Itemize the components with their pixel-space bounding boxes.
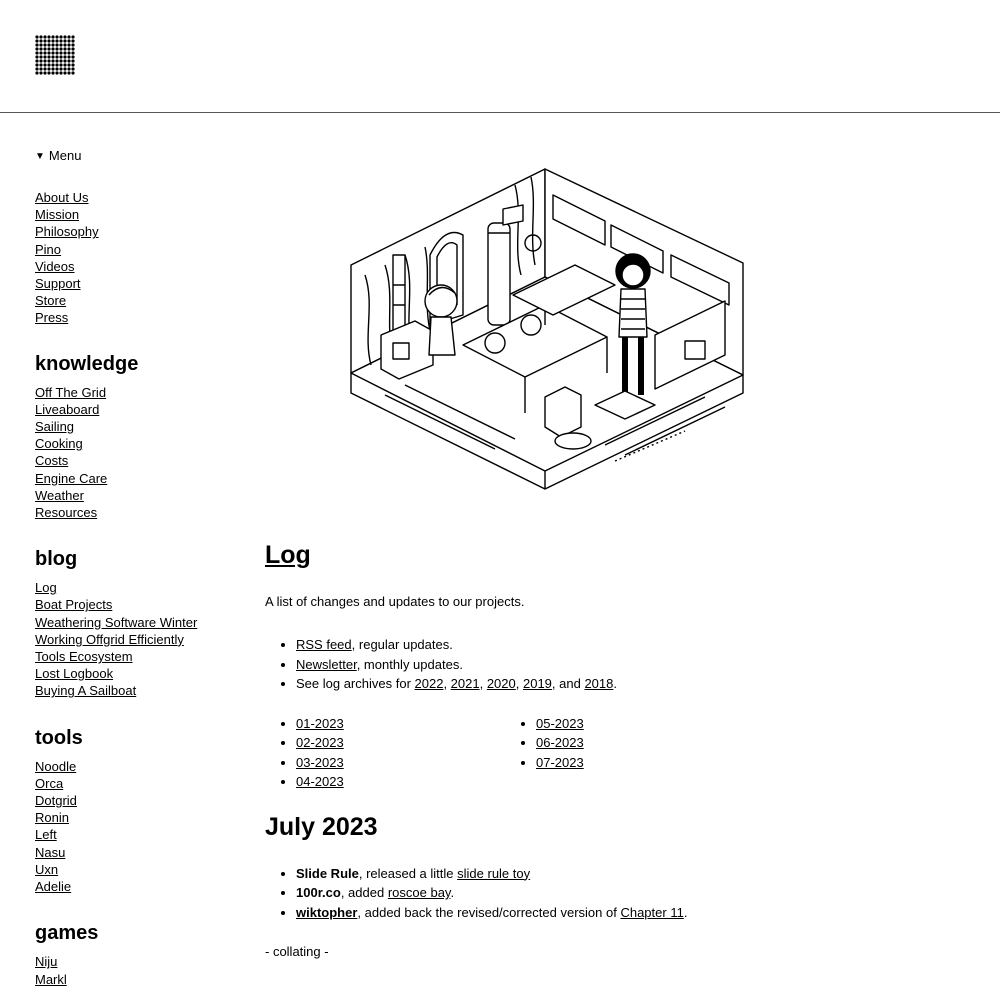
site-header <box>0 0 1000 113</box>
sidebar <box>35 148 235 988</box>
blog-nav-list <box>35 579 235 699</box>
nav-link[interactable]: Log <box>35 580 57 596</box>
triangle-down-icon: ▼ <box>35 151 45 162</box>
nav-item <box>35 665 235 682</box>
nav-item <box>35 844 235 861</box>
knowledge-nav-list <box>35 384 235 522</box>
nav-link[interactable]: Buying A Sailboat <box>35 683 137 699</box>
nav-item <box>35 631 235 648</box>
nav-item <box>35 258 235 275</box>
nav-link[interactable]: Niju <box>35 954 58 970</box>
nav-link[interactable]: Noodle <box>35 758 77 774</box>
nav-link[interactable]: Markl <box>35 971 67 987</box>
knowledge-heading: knowledge <box>35 352 139 375</box>
project-name: wiktopher <box>296 904 358 920</box>
nav-item <box>35 758 235 775</box>
period: . <box>613 676 617 691</box>
nav-link[interactable]: About Us <box>35 190 89 205</box>
main-nav-list <box>35 189 235 327</box>
updates-list <box>265 864 965 923</box>
separator: , <box>515 676 523 691</box>
update-text: , added back the revised/corrected version of <box>357 904 621 920</box>
nav-link[interactable]: Off The Grid <box>35 384 107 400</box>
nav-link[interactable]: Mission <box>35 207 80 223</box>
rss-desc: , regular updates. <box>351 637 453 652</box>
nav-link[interactable]: Weather <box>35 487 84 503</box>
nav-item <box>35 309 235 326</box>
list-item <box>296 635 965 655</box>
project-name-link[interactable] <box>296 905 357 920</box>
update-link[interactable]: slide rule toy <box>457 865 531 881</box>
nav-link[interactable]: Liveaboard <box>35 401 100 417</box>
nav-link[interactable]: Uxn <box>35 861 59 877</box>
list-item <box>296 883 965 903</box>
blog-heading: blog <box>35 548 78 571</box>
nav-item <box>35 487 235 504</box>
separator: , <box>479 676 487 691</box>
tools-nav-list <box>35 758 235 896</box>
intro-text: A list of changes and updates to our projects. <box>265 594 525 609</box>
nav-item <box>35 878 235 895</box>
nav-item <box>35 682 235 699</box>
list-item <box>296 714 536 734</box>
archive-year-link[interactable]: 2021 <box>450 676 480 691</box>
nav-link[interactable]: Nasu <box>35 844 66 860</box>
nav-link[interactable]: Store <box>35 293 67 309</box>
nav-item <box>35 826 235 843</box>
nav-link[interactable]: Working Offgrid Efficiently <box>35 631 184 647</box>
nav-item <box>35 189 235 206</box>
menu-label: Menu <box>48 148 82 163</box>
project-name: 100r.co <box>296 885 341 900</box>
nav-item <box>35 418 235 435</box>
nav-link[interactable]: Videos <box>35 258 75 274</box>
list-item <box>296 864 965 884</box>
nav-item <box>35 435 235 452</box>
feed-links-list <box>265 635 965 694</box>
nav-link[interactable]: Press <box>35 310 69 326</box>
nav-item <box>35 971 235 988</box>
list-item <box>296 772 536 792</box>
update-text: , added <box>340 885 388 900</box>
archives-prefix: See log archives for <box>296 676 415 691</box>
archive-year-link[interactable]: 2019 <box>522 676 552 691</box>
nav-link[interactable]: Ronin <box>35 810 69 826</box>
grid-logo-icon[interactable] <box>35 35 75 75</box>
nav-link[interactable]: Boat Projects <box>35 597 113 613</box>
menu-toggle[interactable] <box>35 148 235 165</box>
update-link[interactable]: roscoe bay <box>387 885 451 900</box>
update-link[interactable]: Chapter 11 <box>620 904 684 920</box>
nav-link[interactable]: Weathering Software Winter <box>35 614 198 630</box>
project-name: Slide Rule <box>296 865 359 881</box>
nav-link[interactable]: Costs <box>35 453 69 469</box>
nav-link[interactable]: Dotgrid <box>35 793 77 809</box>
archive-year-link[interactable]: 2018 <box>584 676 614 691</box>
archive-year-link[interactable]: 2022 <box>414 676 444 691</box>
nav-item <box>35 241 235 258</box>
nav-item <box>35 452 235 469</box>
list-item <box>296 674 965 694</box>
nav-link[interactable]: Orca <box>35 775 64 791</box>
newsletter-link[interactable]: Newsletter <box>296 656 357 672</box>
nav-item <box>35 504 235 521</box>
list-item <box>296 753 536 773</box>
nav-item <box>35 775 235 792</box>
update-text: , released a little <box>358 865 458 881</box>
nav-link[interactable]: Tools Ecosystem <box>35 649 133 665</box>
page-title <box>265 538 965 572</box>
list-item <box>296 733 536 753</box>
nav-item <box>35 579 235 596</box>
archive-year-link[interactable]: 2020 <box>486 676 516 691</box>
month-link[interactable]: 02-2023 <box>296 735 344 750</box>
nav-item <box>35 223 235 240</box>
month-link[interactable]: 07-2023 <box>536 754 584 770</box>
month-link[interactable]: 01-2023 <box>296 715 344 731</box>
nav-link[interactable]: Cooking <box>35 436 83 452</box>
month-link[interactable]: 06-2023 <box>536 735 584 750</box>
nav-item <box>35 861 235 878</box>
nav-item <box>35 596 235 613</box>
main-content <box>265 538 965 961</box>
nav-item <box>35 292 235 309</box>
nav-item <box>35 809 235 826</box>
nav-link[interactable]: Left <box>35 827 57 843</box>
separator: , and <box>551 676 585 691</box>
list-item <box>296 655 965 675</box>
rss-feed-link[interactable]: RSS feed <box>296 637 352 652</box>
list-item <box>536 714 776 734</box>
boat-cabin-illustration <box>345 165 745 495</box>
nav-item <box>35 648 235 665</box>
list-item <box>296 903 965 923</box>
nav-link[interactable]: Engine Care <box>35 470 108 486</box>
list-item <box>536 733 776 753</box>
games-heading: games <box>35 922 99 945</box>
nav-link[interactable]: Lost Logbook <box>35 666 114 682</box>
month-link[interactable]: 04-2023 <box>296 774 344 789</box>
page-title-link[interactable]: Log <box>265 541 311 569</box>
collating-note: - collating - <box>265 944 329 959</box>
nav-item <box>35 792 235 809</box>
nav-item <box>35 206 235 223</box>
nav-link[interactable]: Resources <box>35 505 98 521</box>
nav-link[interactable]: Pino <box>35 241 62 257</box>
nav-item <box>35 470 235 487</box>
list-item <box>536 753 776 773</box>
separator: , <box>443 676 451 691</box>
games-nav-list <box>35 953 235 987</box>
nav-item <box>35 384 235 401</box>
month-link[interactable]: 05-2023 <box>536 715 584 731</box>
section-title: July 2023 <box>265 812 378 841</box>
nav-item <box>35 614 235 631</box>
nav-item <box>35 275 235 292</box>
nav-item <box>35 953 235 970</box>
nav-link[interactable]: Adelie <box>35 879 72 895</box>
tools-heading: tools <box>35 726 83 749</box>
nav-link[interactable]: Philosophy <box>35 224 99 240</box>
month-link[interactable]: 03-2023 <box>296 754 344 770</box>
nav-item <box>35 401 235 418</box>
update-end: . <box>683 904 688 920</box>
nav-link[interactable]: Support <box>35 276 81 292</box>
month-archive-list <box>265 714 965 792</box>
newsletter-desc: , monthly updates. <box>356 656 463 672</box>
nav-link[interactable]: Sailing <box>35 419 75 435</box>
update-end: . <box>450 885 455 900</box>
